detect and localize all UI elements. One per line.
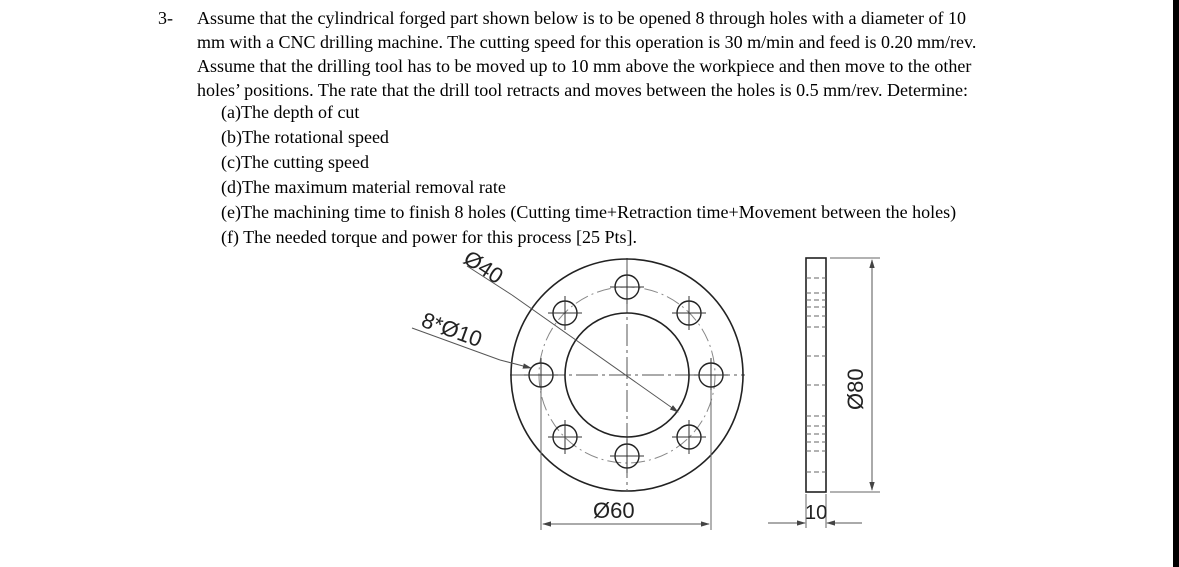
question-line: Assume that the cylindrical forged part shown below is to be opened 8 through holes with a diameter of 10: [197, 8, 966, 28]
question-number: 3-: [158, 8, 173, 28]
item-a: (a)The depth of cut: [221, 102, 360, 122]
inner-diameter-label: Ø40: [459, 245, 508, 289]
item-e: (e)The machining time to finish 8 holes (Cutting time+Retraction time+Movement between the holes): [221, 202, 957, 222]
holes-leader-arrow: [500, 360, 531, 368]
item-f: (f) The needed torque and power for this process [25 Pts].: [221, 227, 638, 247]
holes-label: 8*Ø10: [418, 307, 486, 353]
question-line: holes’ positions. The rate that the drill tool retracts and moves between the holes is 0.5 mm/rev. Determine:: [197, 80, 968, 100]
front-view: [412, 258, 745, 530]
bolt-circle-label: Ø60: [593, 498, 635, 523]
hole: [672, 296, 706, 330]
outer-diameter-label: Ø80: [843, 368, 868, 410]
item-b: (b)The rotational speed: [221, 127, 389, 147]
thickness-label: 10: [805, 502, 828, 524]
hole: [610, 439, 644, 473]
inner-diameter-leader: [512, 295, 678, 412]
hole: [672, 420, 706, 454]
hole: [610, 270, 644, 304]
question-line: Assume that the drilling tool has to be moved up to 10 mm above the workpiece and then move to the other: [197, 56, 972, 76]
hole: [548, 420, 582, 454]
hole: [694, 358, 728, 392]
hole: [524, 358, 558, 392]
item-d: (d)The maximum material removal rate: [221, 177, 506, 197]
question-line: mm with a CNC drilling machine. The cutting speed for this operation is 30 m/min and feed is 0.20 mm/rev.: [197, 32, 977, 52]
item-c: (c)The cutting speed: [221, 152, 369, 172]
hole: [548, 296, 582, 330]
